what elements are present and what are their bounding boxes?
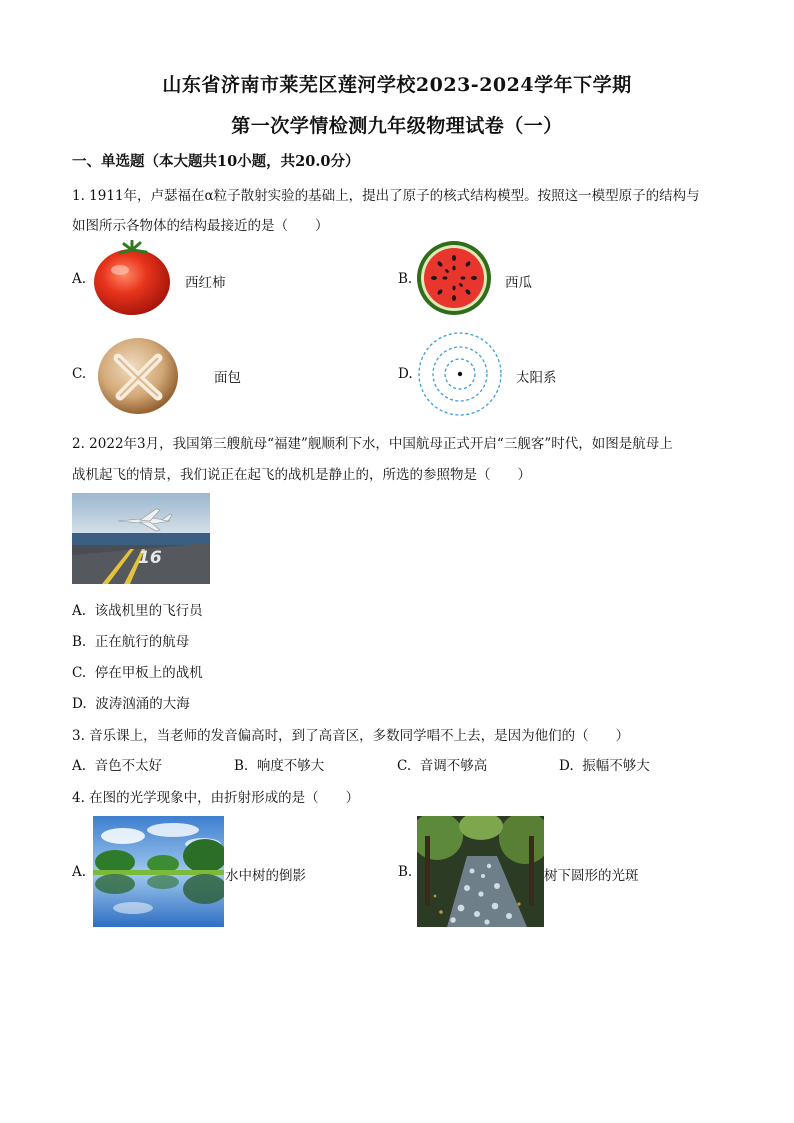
exam-title-line2: 第一次学情检测九年级物理试卷（一） [231, 115, 563, 137]
tomato-image [90, 240, 174, 318]
q4-option-b-text: 树下圆形的光斑 [544, 868, 639, 884]
q4-option-b-letter: B. [398, 864, 413, 880]
lake-reflection-photo [93, 816, 224, 927]
exam-title-line1: 山东省济南市莱芜区莲河学校2023-2024学年下学期 [162, 74, 632, 96]
q1-option-c-text: 面包 [214, 370, 241, 386]
q3-option-b[interactable]: B. 响度不够大 [234, 758, 325, 774]
q2-option-d[interactable]: D. 波涛汹涌的大海 [72, 696, 190, 712]
section-heading: 一、单选题（本大题共10小题，共20.0分） [72, 153, 360, 170]
q1-option-d-text: 太阳系 [516, 370, 557, 386]
q1-option-b-text: 西瓜 [505, 275, 532, 291]
q3-option-d[interactable]: D. 振幅不够大 [559, 758, 650, 774]
forest-light-spots-photo [417, 816, 544, 927]
q2-option-b[interactable]: B. 正在航行的航母 [72, 634, 190, 650]
q3-stem-line1: 3. 音乐课上，当老师的发音偏高时，到了高音区，多数同学唱不上去，是因为他们的（ ） [72, 728, 630, 744]
carrier-jet-photo [72, 493, 210, 584]
q3-option-a[interactable]: A. 音色不太好 [72, 758, 163, 774]
q1-option-b-letter: B. [398, 271, 413, 287]
q1-option-c-letter: C. [72, 366, 87, 382]
q2-stem-line2: 战机起飞的情景，我们说正在起飞的战机是静止的，所选的参照物是（ ） [72, 467, 531, 483]
q3-option-c[interactable]: C. 音调不够高 [397, 758, 488, 774]
solar-system-icon [416, 330, 504, 418]
q1-option-d-letter: D. [398, 366, 413, 382]
q2-option-c[interactable]: C. 停在甲板上的战机 [72, 665, 203, 681]
deck-number: 16 [138, 548, 162, 568]
q2-option-a[interactable]: A. 该战机里的飞行员 [72, 603, 203, 619]
q4-option-a-letter: A. [72, 864, 87, 880]
q1-option-a-text: 西红柿 [185, 275, 226, 291]
q2-stem-line1: 2. 2022年3月，我国第三艘航母“福建”舰顺利下水，中国航母正式开启“三舰客”时代，如图是航母上 [72, 436, 673, 452]
q4-stem-line1: 4. 在图的光学现象中，由折射形成的是（ ） [72, 790, 360, 806]
watermelon-image [416, 240, 492, 316]
q1-option-a-letter: A. [72, 271, 87, 287]
q4-option-a-text: 水中树的倒影 [225, 868, 306, 884]
bread-image [96, 336, 180, 416]
q1-stem-line1: 1. 1911年，卢瑟福在α粒子散射实验的基础上，提出了原子的核式结构模型。按照这一模型原子的结构与 [72, 188, 700, 204]
q1-stem-line2: 如图所示各物体的结构最接近的是（ ） [72, 218, 329, 234]
